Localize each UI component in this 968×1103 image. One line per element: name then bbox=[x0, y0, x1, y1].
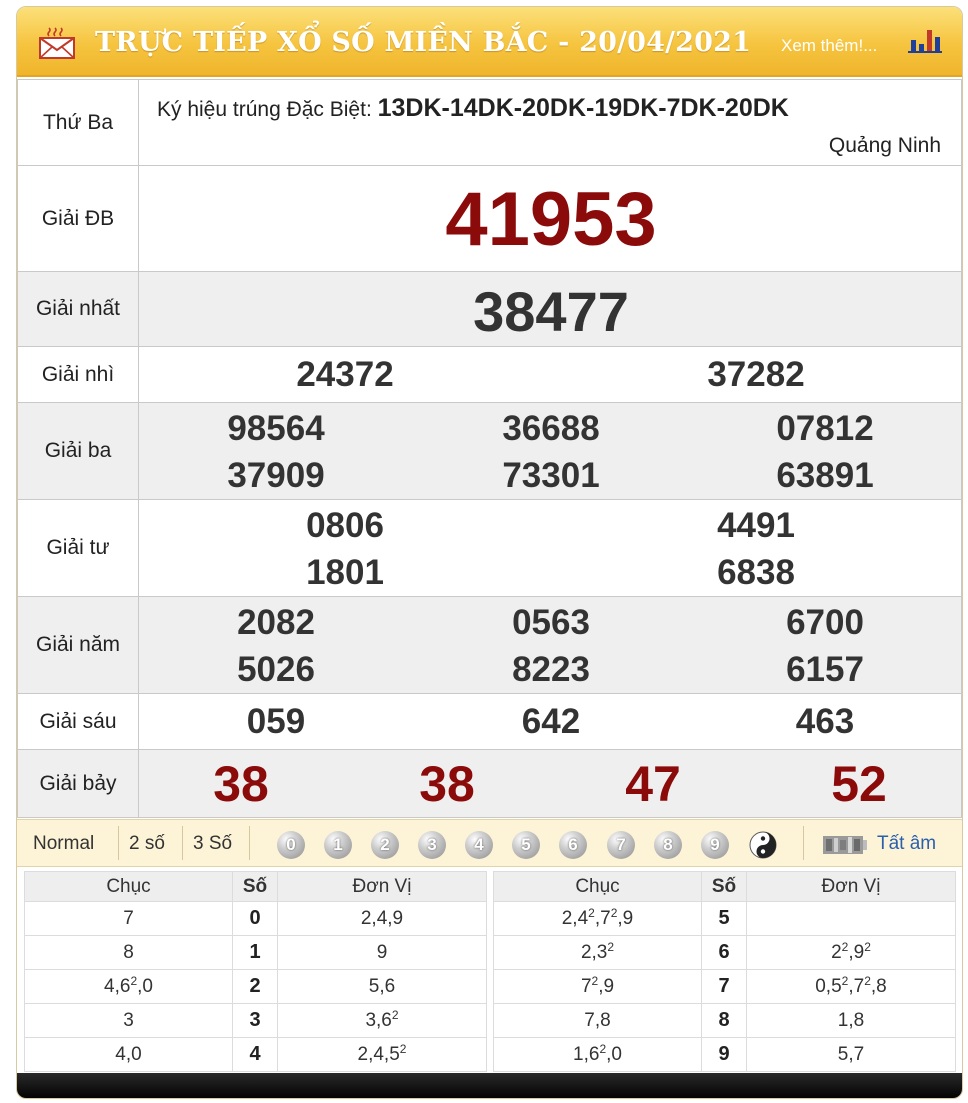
loto-chuc-cell: 7,8 bbox=[494, 1004, 702, 1038]
info-row bbox=[18, 80, 962, 166]
digit-ball-4[interactable]: 4 bbox=[465, 831, 493, 859]
tab-normal[interactable]: Normal bbox=[33, 833, 95, 854]
loto-donvi-cell: 2,4,9 bbox=[278, 902, 487, 936]
loto-chuc-cell: 3 bbox=[25, 1004, 233, 1038]
loto-chuc-cell: 7 bbox=[25, 902, 233, 936]
loto-row bbox=[494, 1038, 956, 1072]
col-header-chuc: Chục bbox=[494, 872, 702, 902]
loto-row bbox=[494, 936, 956, 970]
prize-number: 47 bbox=[625, 756, 681, 812]
prize-row-bay bbox=[18, 750, 962, 818]
lottery-widget bbox=[16, 6, 963, 1099]
page-title: TRỰC TIẾP XỔ SỐ MIỀN BẮC - 20/04/2021 bbox=[95, 27, 752, 58]
loto-header-row bbox=[25, 872, 487, 902]
loto-row bbox=[25, 970, 487, 1004]
prize-number: 4491 bbox=[717, 506, 795, 545]
loto-donvi-cell: 5,6 bbox=[278, 970, 487, 1004]
prize-label-bay: Giải bảy bbox=[18, 750, 139, 818]
bar-chart-icon[interactable] bbox=[907, 25, 943, 55]
prize-numbers-bay bbox=[139, 750, 962, 818]
col-header-donvi: Đơn Vị bbox=[747, 872, 956, 902]
mute-all-link[interactable]: Tất âm bbox=[877, 833, 937, 854]
prize-label-sau: Giải sáu bbox=[18, 694, 139, 750]
prize-number: 38 bbox=[419, 756, 475, 812]
loto-row bbox=[25, 1004, 487, 1038]
divider bbox=[249, 826, 250, 860]
loto-left-body bbox=[25, 902, 487, 1072]
loto-row bbox=[25, 936, 487, 970]
loto-chuc-cell: 4,0 bbox=[25, 1038, 233, 1072]
prize-number: 37909 bbox=[227, 456, 325, 495]
digit-ball-3[interactable]: 3 bbox=[418, 831, 446, 859]
loto-head-digit: 3 bbox=[233, 1004, 278, 1038]
prize-number: 0563 bbox=[512, 603, 590, 642]
prize-number: 0806 bbox=[306, 506, 384, 545]
loto-head-digit: 0 bbox=[233, 902, 278, 936]
loto-chuc-cell: $1,6^2,0$ bbox=[494, 1038, 702, 1072]
prize-numbers-db bbox=[139, 166, 962, 272]
prize-number: 73301 bbox=[502, 456, 600, 495]
digit-ball-8[interactable]: 8 bbox=[654, 831, 682, 859]
loto-head-digit: 4 bbox=[233, 1038, 278, 1072]
loto-chuc-cell: $2,3^2$ bbox=[494, 936, 702, 970]
loto-donvi-cell: $0,5^2,7^2,8$ bbox=[747, 970, 956, 1004]
prize-numbers-tu bbox=[139, 500, 962, 597]
divider bbox=[182, 826, 183, 860]
prize-number: 8223 bbox=[512, 650, 590, 689]
digit-ball-7[interactable]: 7 bbox=[607, 831, 635, 859]
mail-icon bbox=[39, 27, 75, 59]
prize-numbers-nhi bbox=[139, 347, 962, 403]
prize-number: 38 bbox=[213, 756, 269, 812]
prize-label-tu: Giải tư bbox=[18, 500, 139, 597]
prize-number: 24372 bbox=[296, 355, 394, 394]
prize-label-ba: Giải ba bbox=[18, 403, 139, 500]
prize-row-sau bbox=[18, 694, 962, 750]
prize-number: 98564 bbox=[227, 409, 325, 448]
prize-numbers-nhat bbox=[139, 272, 962, 347]
prize-label-nhi: Giải nhì bbox=[18, 347, 139, 403]
prize-label-db: Giải ĐB bbox=[18, 166, 139, 272]
digit-ball-5[interactable]: 5 bbox=[512, 831, 540, 859]
prize-numbers-nam bbox=[139, 597, 962, 694]
loto-table-right bbox=[493, 871, 956, 1072]
province-name: Quảng Ninh bbox=[828, 134, 941, 157]
results-table bbox=[17, 79, 962, 818]
prize-number: 38477 bbox=[473, 280, 629, 343]
digit-ball-1[interactable]: 1 bbox=[324, 831, 352, 859]
prize-number: 52 bbox=[831, 756, 887, 812]
loto-donvi-cell: 9 bbox=[278, 936, 487, 970]
day-label: Thứ Ba bbox=[18, 80, 139, 166]
tab-2-so[interactable]: 2 số bbox=[129, 833, 165, 854]
digit-ball-9[interactable]: 9 bbox=[701, 831, 729, 859]
prize-number: 07812 bbox=[776, 409, 874, 448]
kyhieu-label: Ký hiệu trúng Đặc Biệt: bbox=[157, 98, 372, 121]
prize-number: 2082 bbox=[237, 603, 315, 642]
yin-yang-icon[interactable] bbox=[749, 831, 777, 859]
loto-donvi-cell: $3,6^2$ bbox=[278, 1004, 487, 1038]
prize-numbers-sau bbox=[139, 694, 962, 750]
loto-head-digit: 7 bbox=[702, 970, 747, 1004]
prize-number: 642 bbox=[521, 702, 581, 741]
prize-row-nhi bbox=[18, 347, 962, 403]
loto-donvi-cell: 1,8 bbox=[747, 1004, 956, 1038]
filter-bar bbox=[17, 819, 962, 867]
digit-ball-6[interactable]: 6 bbox=[559, 831, 587, 859]
kyhieu-value: 13DK-14DK-20DK-19DK-7DK-20DK bbox=[377, 94, 789, 122]
loto-chuc-cell: $4,6^2,0$ bbox=[25, 970, 233, 1004]
see-more-link[interactable]: Xem thêm!... bbox=[781, 36, 878, 55]
kyhieu-line bbox=[157, 94, 789, 123]
loto-donvi-cell: 2,4,5$^2$ bbox=[278, 1038, 487, 1072]
special-prize-number: 41953 bbox=[445, 177, 657, 262]
prize-row-tu bbox=[18, 500, 962, 597]
loto-row bbox=[25, 902, 487, 936]
prize-number: 6700 bbox=[786, 603, 864, 642]
prize-label-nhat: Giải nhất bbox=[18, 272, 139, 347]
header-bar bbox=[17, 7, 962, 77]
loto-row bbox=[494, 970, 956, 1004]
prize-number: 36688 bbox=[502, 409, 600, 448]
tab-3-so[interactable]: 3 Số bbox=[193, 833, 233, 854]
loto-donvi-cell: $2^2,9^2$ bbox=[747, 936, 956, 970]
prize-row-ba bbox=[18, 403, 962, 500]
loto-donvi-cell bbox=[747, 902, 956, 936]
prize-number: 5026 bbox=[237, 650, 315, 689]
loto-chuc-cell: 8 bbox=[25, 936, 233, 970]
prize-number: 63891 bbox=[776, 456, 874, 495]
col-header-so: Số bbox=[702, 872, 747, 902]
mute-icon[interactable] bbox=[823, 834, 867, 856]
prize-number: 6157 bbox=[786, 650, 864, 689]
loto-head-digit: 8 bbox=[702, 1004, 747, 1038]
loto-head-digit: 1 bbox=[233, 936, 278, 970]
prize-number: 1801 bbox=[306, 553, 384, 592]
divider bbox=[803, 826, 804, 860]
col-header-so: Số bbox=[233, 872, 278, 902]
loto-head-digit: 9 bbox=[702, 1038, 747, 1072]
col-header-chuc: Chục bbox=[25, 872, 233, 902]
prize-number: 37282 bbox=[707, 355, 805, 394]
loto-row bbox=[494, 902, 956, 936]
digit-ball-2[interactable]: 2 bbox=[371, 831, 399, 859]
prize-row-db bbox=[18, 166, 962, 272]
kyhieu-cell bbox=[139, 80, 962, 166]
prize-number: 463 bbox=[795, 702, 855, 741]
loto-head-digit: 6 bbox=[702, 936, 747, 970]
divider bbox=[118, 826, 119, 860]
col-header-donvi: Đơn Vị bbox=[278, 872, 487, 902]
loto-donvi-cell: 5,7 bbox=[747, 1038, 956, 1072]
loto-header-row bbox=[494, 872, 956, 902]
loto-head-digit: 2 bbox=[233, 970, 278, 1004]
prize-number: 6838 bbox=[717, 553, 795, 592]
digit-ball-0[interactable]: 0 bbox=[277, 831, 305, 859]
loto-row bbox=[25, 1038, 487, 1072]
loto-table-left bbox=[24, 871, 487, 1072]
loto-chuc-cell: $2,4^2,7^2,9$ bbox=[494, 902, 702, 936]
loto-head-digit: 5 bbox=[702, 902, 747, 936]
prize-label-nam: Giải năm bbox=[18, 597, 139, 694]
loto-chuc-cell: $7^2,9$ bbox=[494, 970, 702, 1004]
prize-row-nam bbox=[18, 597, 962, 694]
footer-bar bbox=[17, 1073, 962, 1099]
prize-number: 059 bbox=[246, 702, 306, 741]
prize-numbers-ba bbox=[139, 403, 962, 500]
loto-row bbox=[494, 1004, 956, 1038]
prize-row-nhat bbox=[18, 272, 962, 347]
loto-right-body bbox=[494, 902, 956, 1072]
